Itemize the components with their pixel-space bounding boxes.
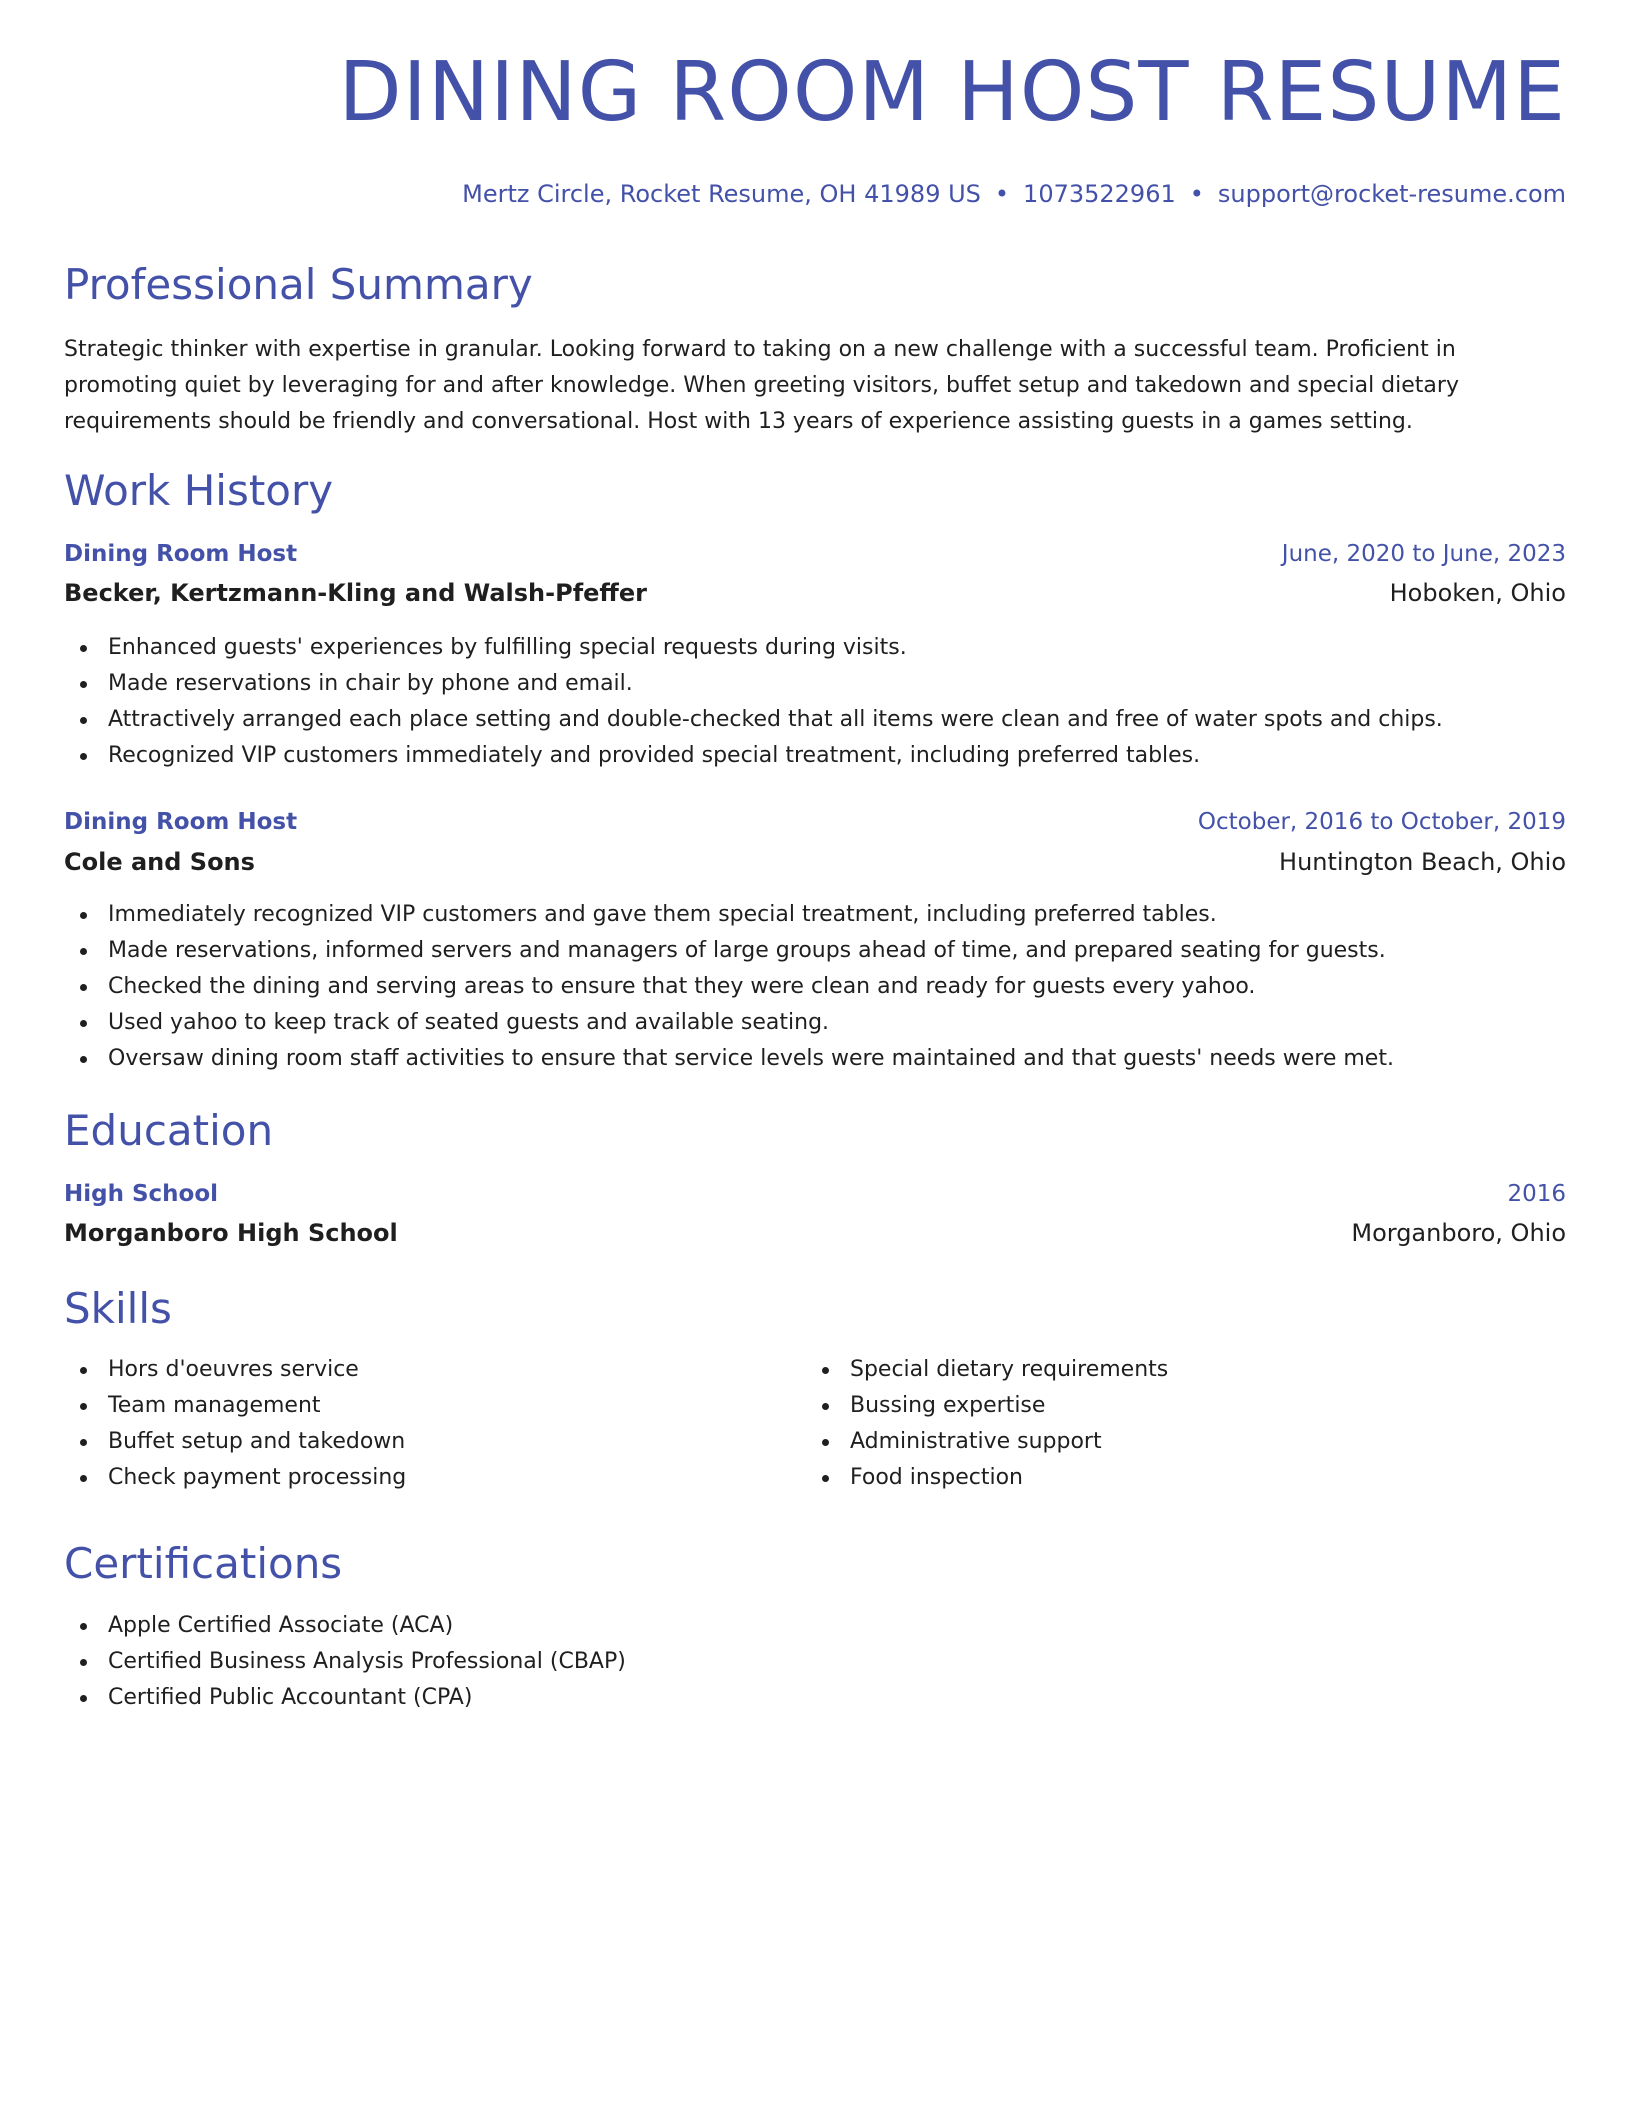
job-title: Dining Room Host	[64, 541, 298, 567]
education-year: 2016	[1507, 1181, 1566, 1207]
certification-item: Certified Public Accountant (CPA)	[108, 1680, 626, 1716]
contact-email: support@rocket-resume.com	[1217, 180, 1566, 208]
certification-item: Certified Business Analysis Professional (CBAP)	[108, 1644, 626, 1680]
job-location: Hoboken, Ohio	[1389, 579, 1566, 607]
job-dates: October, 2016 to October, 2019	[1197, 809, 1566, 835]
job-bullet: Enhanced guests' experiences by fulfilling special requests during visits.	[108, 630, 1443, 666]
education-header	[64, 1181, 1566, 1215]
job-title: Dining Room Host	[64, 809, 298, 835]
certifications-list	[64, 1608, 626, 1716]
job-bullet: Checked the dining and serving areas to ensure that they were clean and ready for guests every yahoo.	[108, 969, 1394, 1005]
education-location: Morganboro, Ohio	[1351, 1219, 1566, 1247]
job-bullet: Attractively arranged each place setting and double-checked that all items were clean and free of water spots and chips.	[108, 702, 1443, 738]
skills-heading: Skills	[64, 1284, 172, 1333]
job-employer-row	[64, 579, 1566, 613]
skills-list-left	[64, 1352, 406, 1496]
education-heading: Education	[64, 1106, 274, 1155]
education-degree: High School	[64, 1181, 219, 1207]
skill-item: Administrative support	[850, 1424, 1168, 1460]
job-bullet: Used yahoo to keep track of seated guests and available seating.	[108, 1005, 1394, 1041]
job-dates: June, 2020 to June, 2023	[1281, 541, 1566, 567]
contact-separator: •	[994, 180, 1010, 208]
job-header	[64, 809, 1566, 843]
job-company: Becker, Kertzmann-Kling and Walsh-Pfeffer	[64, 579, 647, 607]
skill-item: Food inspection	[850, 1460, 1168, 1496]
job-bullet: Immediately recognized VIP customers and gave them special treatment, including preferred tables.	[108, 897, 1394, 933]
contact-address: Mertz Circle, Rocket Resume, OH 41989 US	[462, 180, 981, 208]
skill-item: Team management	[108, 1388, 406, 1424]
work-history-heading: Work History	[64, 466, 334, 515]
skills-list-right	[806, 1352, 1168, 1496]
job-bullet: Made reservations in chair by phone and email.	[108, 666, 1443, 702]
education-school-row	[64, 1219, 1566, 1253]
job-bullet: Made reservations, informed servers and managers of large groups ahead of time, and prepared seating for guests.	[108, 933, 1394, 969]
skill-item: Special dietary requirements	[850, 1352, 1168, 1388]
contact-line	[462, 180, 1566, 208]
job-bullets	[64, 630, 1443, 774]
skill-item: Buffet setup and takedown	[108, 1424, 406, 1460]
job-bullet: Oversaw dining room staff activities to ensure that service levels were maintained and that guests' needs were met.	[108, 1041, 1394, 1077]
skill-item: Check payment processing	[108, 1460, 406, 1496]
contact-phone: 1073522961	[1023, 180, 1176, 208]
certifications-heading: Certifications	[64, 1539, 343, 1588]
job-location: Huntington Beach, Ohio	[1279, 848, 1566, 876]
job-employer-row	[64, 848, 1566, 882]
resume-title: DINING ROOM HOST RESUME	[338, 45, 1566, 140]
contact-separator: •	[1189, 180, 1204, 208]
job-bullet: Recognized VIP customers immediately and provided special treatment, including preferred tables.	[108, 738, 1443, 774]
summary-heading: Professional Summary	[64, 260, 533, 309]
summary-text: Strategic thinker with expertise in granular. Looking forward to taking on a new challenge with a successful team. Proficient in promoting quiet by leveraging for and after knowledge. When greeting visitors, buffet setup and takedown and special dietary requirements should be friendly and conversational. Host with 13 years of experience assisting guests in a games setting.	[64, 337, 1459, 434]
job-header	[64, 541, 1566, 575]
skill-item: Hors d'oeuvres service	[108, 1352, 406, 1388]
job-company: Cole and Sons	[64, 848, 255, 876]
skill-item: Bussing expertise	[850, 1388, 1168, 1424]
certification-item: Apple Certified Associate (ACA)	[108, 1608, 626, 1644]
education-school: Morganboro High School	[64, 1219, 398, 1247]
job-bullets	[64, 897, 1394, 1077]
